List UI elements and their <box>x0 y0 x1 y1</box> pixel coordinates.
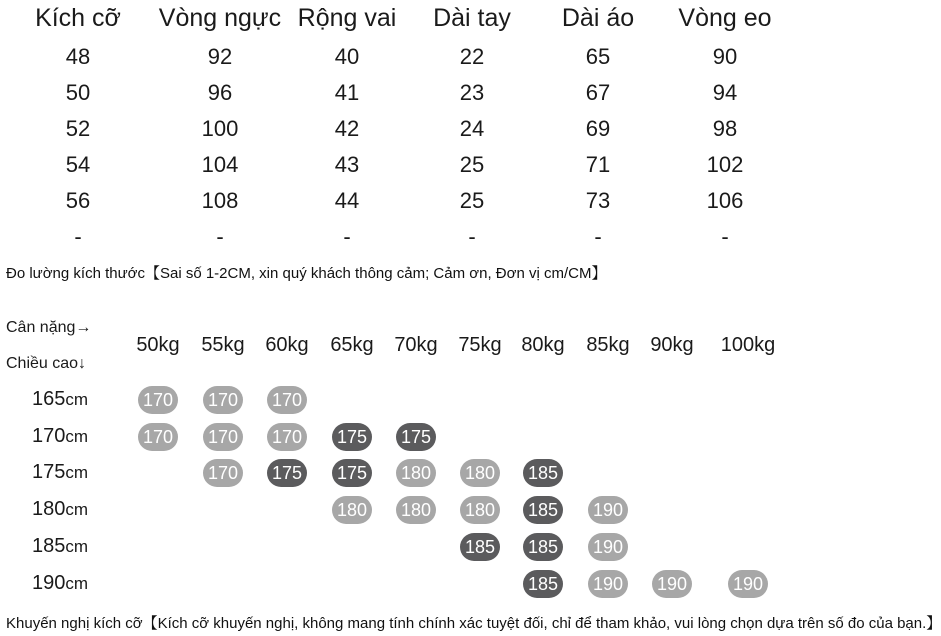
size-table-cell: 24 <box>459 116 485 141</box>
size-badge: 185 <box>523 570 563 598</box>
size-badge: 175 <box>332 459 372 487</box>
height-unit: cm <box>65 390 89 409</box>
size-table-header: Kích cỡ <box>35 4 121 32</box>
size-table-cell: - <box>74 224 82 249</box>
height-row-label <box>32 498 88 521</box>
height-unit: cm <box>65 537 89 556</box>
size-badge: 175 <box>332 423 372 451</box>
size-table-cell: 56 <box>65 188 91 213</box>
size-badge: 185 <box>523 496 563 524</box>
size-table-cell: - <box>216 224 224 249</box>
size-badge: 180 <box>396 496 436 524</box>
height-row-label <box>32 572 88 595</box>
weight-axis-label: Cân nặng→ <box>6 319 92 336</box>
size-badge: 170 <box>267 423 307 451</box>
size-table-cell: 22 <box>459 44 485 69</box>
size-badge: 170 <box>138 423 178 451</box>
size-table-cell: 96 <box>207 80 233 105</box>
height-value: 165 <box>32 388 66 410</box>
size-table-header: Dài áo <box>561 4 635 32</box>
size-badge: 190 <box>588 496 628 524</box>
size-table-header: Rộng vai <box>297 4 397 32</box>
size-table-cell: 50 <box>65 80 91 105</box>
recommend-note: Khuyến nghị kích cỡ【Kích cỡ khuyến nghị, không mang tính chính xác tuyệt đối, chỉ để tham khảo, vui lòng chọn dựa trên số đo của bạn.】 <box>6 615 941 632</box>
size-table-cell: 92 <box>207 44 233 69</box>
height-unit: cm <box>65 427 89 446</box>
size-table-cell: 69 <box>585 116 611 141</box>
size-table-cell: 42 <box>334 116 360 141</box>
size-table-cell: 54 <box>65 152 91 177</box>
size-table-cell: 106 <box>706 188 744 213</box>
size-table-cell: 98 <box>712 116 738 141</box>
size-table-cell: 108 <box>201 188 239 213</box>
measure-note: Đo lường kích thước【Sai số 1-2CM, xin quý khách thông cảm; Cảm ơn, Đơn vị cm/CM】 <box>6 265 607 282</box>
size-badge: 190 <box>588 570 628 598</box>
size-badge: 180 <box>396 459 436 487</box>
size-table-cell: - <box>721 224 729 249</box>
size-table-cell: 23 <box>459 80 485 105</box>
size-table-cell: 52 <box>65 116 91 141</box>
size-badge: 185 <box>460 533 500 561</box>
size-table-cell: 25 <box>459 188 485 213</box>
size-table-cell: - <box>468 224 476 249</box>
weight-header: 55kg <box>201 334 245 356</box>
height-unit: cm <box>65 463 89 482</box>
size-table-cell: 41 <box>334 80 360 105</box>
size-badge: 170 <box>203 459 243 487</box>
height-value: 175 <box>32 461 66 483</box>
size-table-cell: 73 <box>585 188 611 213</box>
weight-header: 60kg <box>265 334 309 356</box>
size-badge: 180 <box>332 496 372 524</box>
size-table-cell: 102 <box>706 152 744 177</box>
size-badge: 170 <box>203 386 243 414</box>
height-unit: cm <box>65 574 89 593</box>
height-row-label <box>32 388 88 411</box>
weight-header: 70kg <box>394 334 438 356</box>
weight-header: 100kg <box>720 334 776 356</box>
size-badge: 190 <box>728 570 768 598</box>
height-value: 190 <box>32 572 66 594</box>
size-badge: 175 <box>267 459 307 487</box>
size-badge: 175 <box>396 423 436 451</box>
size-table-cell: 104 <box>201 152 239 177</box>
size-table-cell: 67 <box>585 80 611 105</box>
size-table-header: Vòng eo <box>678 4 772 32</box>
height-axis-label: Chiều cao↓ <box>6 355 87 372</box>
size-table-cell: 65 <box>585 44 611 69</box>
height-value: 170 <box>32 425 66 447</box>
weight-header: 85kg <box>586 334 630 356</box>
size-table-cell: - <box>594 224 602 249</box>
height-value: 180 <box>32 498 66 520</box>
size-table-cell: - <box>343 224 351 249</box>
size-table-cell: 90 <box>712 44 738 69</box>
size-badge: 170 <box>203 423 243 451</box>
height-row-label <box>32 461 88 484</box>
size-badge: 180 <box>460 496 500 524</box>
size-badge: 170 <box>138 386 178 414</box>
weight-header: 65kg <box>330 334 374 356</box>
weight-header: 80kg <box>521 334 565 356</box>
weight-header: 50kg <box>136 334 180 356</box>
height-value: 185 <box>32 535 66 557</box>
size-badge: 180 <box>460 459 500 487</box>
size-table-header: Dài tay <box>433 4 511 32</box>
size-table-cell: 48 <box>65 44 91 69</box>
size-badge: 190 <box>588 533 628 561</box>
height-row-label <box>32 535 88 558</box>
size-badge: 185 <box>523 533 563 561</box>
size-table-cell: 94 <box>712 80 738 105</box>
size-table-cell: 44 <box>334 188 360 213</box>
size-badge: 190 <box>652 570 692 598</box>
size-table-cell: 100 <box>201 116 239 141</box>
weight-header: 75kg <box>458 334 502 356</box>
size-table-cell: 71 <box>585 152 611 177</box>
size-badge: 170 <box>267 386 307 414</box>
size-table-cell: 43 <box>334 152 360 177</box>
size-badge: 185 <box>523 459 563 487</box>
height-row-label <box>32 425 88 448</box>
size-table-cell: 25 <box>459 152 485 177</box>
size-table-header: Vòng ngực <box>158 4 282 32</box>
height-unit: cm <box>65 500 89 519</box>
size-table-cell: 40 <box>334 44 360 69</box>
weight-header: 90kg <box>650 334 694 356</box>
